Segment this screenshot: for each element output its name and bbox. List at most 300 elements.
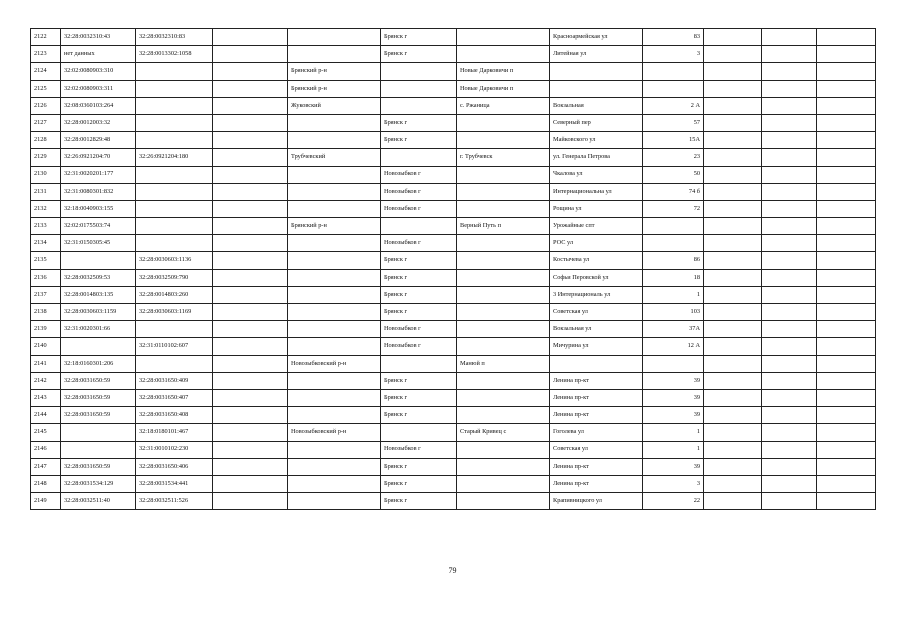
table-row bbox=[31, 458, 876, 475]
cell-house-number: 1 bbox=[643, 424, 704, 441]
cell-district bbox=[288, 321, 381, 338]
cell-house-number: 86 bbox=[643, 252, 704, 269]
cell-district: Жуковский bbox=[288, 97, 381, 114]
cell-col-extra bbox=[213, 321, 288, 338]
cell-street bbox=[550, 80, 643, 97]
cell-col-blank-c bbox=[817, 46, 876, 63]
table-row bbox=[31, 235, 876, 252]
cell-house-number: 23 bbox=[643, 149, 704, 166]
cell-street: Интернациональна ул bbox=[550, 183, 643, 200]
cell-house-number: 12 А bbox=[643, 338, 704, 355]
cell-col-blank-a bbox=[704, 424, 762, 441]
cell-district bbox=[288, 235, 381, 252]
cell-col-blank-c bbox=[817, 183, 876, 200]
cell-house-number: 39 bbox=[643, 458, 704, 475]
cell-row-number: 2140 bbox=[31, 338, 61, 355]
cell-house-number: 2 А bbox=[643, 97, 704, 114]
cell-col-extra bbox=[213, 372, 288, 389]
cell-col-blank-a bbox=[704, 286, 762, 303]
cell-cadastral-number-land bbox=[61, 424, 136, 441]
cell-col-blank-c bbox=[817, 441, 876, 458]
cell-col-extra bbox=[213, 252, 288, 269]
table-row bbox=[31, 424, 876, 441]
cell-col-blank-b bbox=[762, 355, 817, 372]
cell-cadastral-number-building: 32:28:0031650:406 bbox=[136, 458, 213, 475]
cell-col-extra bbox=[213, 424, 288, 441]
cell-cadastral-number-land: 32:18:0160301:206 bbox=[61, 355, 136, 372]
cell-street: Урожайные спт bbox=[550, 218, 643, 235]
cell-col-blank-c bbox=[817, 63, 876, 80]
cell-col-blank-a bbox=[704, 114, 762, 131]
cell-col-blank-a bbox=[704, 304, 762, 321]
cell-row-number: 2149 bbox=[31, 493, 61, 510]
cell-cadastral-number-land: 32:28:0012003:32 bbox=[61, 114, 136, 131]
cell-settlement: Новые Дарковичи п bbox=[457, 63, 550, 80]
cell-col-blank-c bbox=[817, 252, 876, 269]
cell-house-number: 1 bbox=[643, 286, 704, 303]
table-row bbox=[31, 269, 876, 286]
table-row bbox=[31, 407, 876, 424]
cell-settlement: г. Трубчевск bbox=[457, 149, 550, 166]
cell-col-extra bbox=[213, 286, 288, 303]
cell-district bbox=[288, 252, 381, 269]
cell-cadastral-number-land: 32:02:0080903:311 bbox=[61, 80, 136, 97]
cell-cadastral-number-building bbox=[136, 166, 213, 183]
cell-settlement bbox=[457, 304, 550, 321]
cell-col-blank-c bbox=[817, 218, 876, 235]
cell-col-blank-c bbox=[817, 149, 876, 166]
table-row bbox=[31, 80, 876, 97]
cell-row-number: 2135 bbox=[31, 252, 61, 269]
cell-cadastral-number-building: 32:28:0030603:1169 bbox=[136, 304, 213, 321]
cell-col-blank-b bbox=[762, 424, 817, 441]
cell-col-blank-c bbox=[817, 458, 876, 475]
cell-house-number bbox=[643, 355, 704, 372]
cell-settlement bbox=[457, 46, 550, 63]
cell-row-number: 2136 bbox=[31, 269, 61, 286]
table-row bbox=[31, 114, 876, 131]
cell-row-number: 2138 bbox=[31, 304, 61, 321]
cell-col-blank-a bbox=[704, 475, 762, 492]
cell-cadastral-number-building bbox=[136, 97, 213, 114]
cell-settlement bbox=[457, 132, 550, 149]
cell-col-blank-c bbox=[817, 166, 876, 183]
cell-row-number: 2147 bbox=[31, 458, 61, 475]
cell-col-blank-b bbox=[762, 338, 817, 355]
cell-col-blank-b bbox=[762, 63, 817, 80]
cell-col-extra bbox=[213, 235, 288, 252]
cell-settlement bbox=[457, 286, 550, 303]
cell-city: Брянск г bbox=[381, 475, 457, 492]
cell-house-number: 57 bbox=[643, 114, 704, 131]
table-row bbox=[31, 338, 876, 355]
cell-cadastral-number-building: 32:26:0921204:180 bbox=[136, 149, 213, 166]
cell-col-blank-a bbox=[704, 458, 762, 475]
cell-col-blank-a bbox=[704, 97, 762, 114]
cell-district bbox=[288, 166, 381, 183]
cell-col-blank-a bbox=[704, 407, 762, 424]
cell-col-blank-b bbox=[762, 286, 817, 303]
cell-city: Брянск г bbox=[381, 29, 457, 46]
cell-cadastral-number-land: 32:28:0031650:59 bbox=[61, 372, 136, 389]
cell-col-blank-b bbox=[762, 475, 817, 492]
cell-col-blank-b bbox=[762, 183, 817, 200]
cell-cadastral-number-land: 32:31:0150305:45 bbox=[61, 235, 136, 252]
table-row bbox=[31, 372, 876, 389]
cell-row-number: 2133 bbox=[31, 218, 61, 235]
cell-cadastral-number-land: 32:28:0031650:59 bbox=[61, 407, 136, 424]
cell-cadastral-number-building: 32:28:0031650:409 bbox=[136, 372, 213, 389]
cell-street: РОС ул bbox=[550, 235, 643, 252]
cell-city: Новозыбков г bbox=[381, 183, 457, 200]
cell-cadastral-number-building bbox=[136, 200, 213, 217]
cell-house-number bbox=[643, 235, 704, 252]
table-row bbox=[31, 441, 876, 458]
cell-cadastral-number-land: 32:28:0012829:48 bbox=[61, 132, 136, 149]
cell-city: Новозыбков г bbox=[381, 200, 457, 217]
cell-settlement bbox=[457, 338, 550, 355]
cell-col-blank-c bbox=[817, 29, 876, 46]
cell-settlement: Старый Кривец с bbox=[457, 424, 550, 441]
cell-street: Чкалова ул bbox=[550, 166, 643, 183]
table-row bbox=[31, 252, 876, 269]
cell-street: Майковского ул bbox=[550, 132, 643, 149]
cell-cadastral-number-building bbox=[136, 63, 213, 80]
cell-settlement bbox=[457, 183, 550, 200]
cell-house-number bbox=[643, 218, 704, 235]
cell-row-number: 2132 bbox=[31, 200, 61, 217]
cell-col-blank-c bbox=[817, 338, 876, 355]
cell-street: Ленина пр-кт bbox=[550, 389, 643, 406]
cell-city: Брянск г bbox=[381, 132, 457, 149]
cell-cadastral-number-building: 32:31:0010102:230 bbox=[136, 441, 213, 458]
cell-col-blank-c bbox=[817, 372, 876, 389]
cell-settlement bbox=[457, 493, 550, 510]
cell-city bbox=[381, 218, 457, 235]
cell-col-extra bbox=[213, 441, 288, 458]
cell-settlement bbox=[457, 407, 550, 424]
cell-col-blank-a bbox=[704, 441, 762, 458]
cell-cadastral-number-land: 32:28:0014803:135 bbox=[61, 286, 136, 303]
cell-settlement bbox=[457, 235, 550, 252]
cell-city: Брянск г bbox=[381, 252, 457, 269]
table-row bbox=[31, 475, 876, 492]
cell-row-number: 2131 bbox=[31, 183, 61, 200]
cell-settlement bbox=[457, 114, 550, 131]
cell-col-blank-a bbox=[704, 252, 762, 269]
table-row bbox=[31, 218, 876, 235]
cell-row-number: 2122 bbox=[31, 29, 61, 46]
cell-row-number: 2134 bbox=[31, 235, 61, 252]
cell-col-blank-c bbox=[817, 355, 876, 372]
cell-col-blank-c bbox=[817, 389, 876, 406]
cell-house-number: 1 bbox=[643, 441, 704, 458]
cell-street: Ленина пр-кт bbox=[550, 458, 643, 475]
cell-street: Ленина пр-кт bbox=[550, 372, 643, 389]
cell-col-extra bbox=[213, 458, 288, 475]
cell-district: Брянский р-н bbox=[288, 80, 381, 97]
cell-house-number: 39 bbox=[643, 389, 704, 406]
cell-row-number: 2125 bbox=[31, 80, 61, 97]
cell-col-blank-a bbox=[704, 29, 762, 46]
cell-col-extra bbox=[213, 407, 288, 424]
cell-district bbox=[288, 372, 381, 389]
table-row bbox=[31, 63, 876, 80]
cell-cadastral-number-building bbox=[136, 183, 213, 200]
cell-cadastral-number-building: 32:28:0032310:83 bbox=[136, 29, 213, 46]
cell-col-blank-a bbox=[704, 63, 762, 80]
cell-house-number: 74 б bbox=[643, 183, 704, 200]
cell-col-extra bbox=[213, 97, 288, 114]
cell-row-number: 2146 bbox=[31, 441, 61, 458]
cell-cadastral-number-land: 32:28:0032310:43 bbox=[61, 29, 136, 46]
table-row bbox=[31, 149, 876, 166]
cell-district bbox=[288, 338, 381, 355]
cell-col-extra bbox=[213, 29, 288, 46]
cell-col-extra bbox=[213, 149, 288, 166]
cell-settlement: Новые Дарковичи п bbox=[457, 80, 550, 97]
cell-row-number: 2141 bbox=[31, 355, 61, 372]
cell-col-blank-c bbox=[817, 493, 876, 510]
cell-city: Брянск г bbox=[381, 458, 457, 475]
cell-col-blank-a bbox=[704, 183, 762, 200]
cell-settlement: с. Ржаница bbox=[457, 97, 550, 114]
cell-col-blank-a bbox=[704, 372, 762, 389]
cell-cadastral-number-building bbox=[136, 132, 213, 149]
cell-district bbox=[288, 29, 381, 46]
cell-settlement bbox=[457, 372, 550, 389]
cell-cadastral-number-land: 32:18:0040903:155 bbox=[61, 200, 136, 217]
cell-settlement bbox=[457, 200, 550, 217]
cell-settlement bbox=[457, 252, 550, 269]
cell-col-blank-b bbox=[762, 97, 817, 114]
cell-city bbox=[381, 97, 457, 114]
cell-cadastral-number-land: 32:28:0031650:59 bbox=[61, 458, 136, 475]
cell-row-number: 2128 bbox=[31, 132, 61, 149]
cell-street: Литейная ул bbox=[550, 46, 643, 63]
cell-house-number: 3 bbox=[643, 475, 704, 492]
cell-cadastral-number-building: 32:31:0110102:607 bbox=[136, 338, 213, 355]
cell-cadastral-number-land: 32:31:0080301:832 bbox=[61, 183, 136, 200]
cell-city: Брянск г bbox=[381, 493, 457, 510]
cell-city bbox=[381, 149, 457, 166]
cell-cadastral-number-building: 32:28:0031650:407 bbox=[136, 389, 213, 406]
cell-row-number: 2124 bbox=[31, 63, 61, 80]
cell-row-number: 2123 bbox=[31, 46, 61, 63]
cell-col-extra bbox=[213, 46, 288, 63]
cell-col-blank-a bbox=[704, 80, 762, 97]
cell-city: Брянск г bbox=[381, 269, 457, 286]
cell-col-blank-b bbox=[762, 29, 817, 46]
cell-house-number: 103 bbox=[643, 304, 704, 321]
cell-col-blank-b bbox=[762, 389, 817, 406]
cell-city: Новозыбков г bbox=[381, 321, 457, 338]
cell-district bbox=[288, 441, 381, 458]
cell-settlement bbox=[457, 441, 550, 458]
table-row bbox=[31, 166, 876, 183]
cell-col-extra bbox=[213, 114, 288, 131]
cell-city: Брянск г bbox=[381, 372, 457, 389]
cell-cadastral-number-building: 32:28:0032511:526 bbox=[136, 493, 213, 510]
cell-col-blank-a bbox=[704, 46, 762, 63]
cell-col-blank-a bbox=[704, 355, 762, 372]
cell-col-blank-a bbox=[704, 132, 762, 149]
cell-col-blank-a bbox=[704, 166, 762, 183]
cell-col-extra bbox=[213, 63, 288, 80]
cell-house-number: 3 bbox=[643, 46, 704, 63]
cell-cadastral-number-building bbox=[136, 321, 213, 338]
cell-settlement bbox=[457, 458, 550, 475]
cell-col-blank-b bbox=[762, 166, 817, 183]
cell-settlement bbox=[457, 29, 550, 46]
cell-cadastral-number-land: 32:08:0360103:264 bbox=[61, 97, 136, 114]
cell-city: Новозыбков г bbox=[381, 235, 457, 252]
cell-district bbox=[288, 286, 381, 303]
cell-col-blank-c bbox=[817, 132, 876, 149]
cell-district bbox=[288, 269, 381, 286]
cell-col-blank-a bbox=[704, 321, 762, 338]
cell-settlement: Манюй п bbox=[457, 355, 550, 372]
cell-col-blank-a bbox=[704, 493, 762, 510]
table-row bbox=[31, 286, 876, 303]
cell-col-blank-a bbox=[704, 149, 762, 166]
cell-street: Вокзальная ул bbox=[550, 321, 643, 338]
cell-col-blank-b bbox=[762, 269, 817, 286]
cell-col-blank-c bbox=[817, 97, 876, 114]
cell-row-number: 2129 bbox=[31, 149, 61, 166]
cell-row-number: 2137 bbox=[31, 286, 61, 303]
cell-col-blank-c bbox=[817, 304, 876, 321]
cell-cadastral-number-building bbox=[136, 80, 213, 97]
cell-cadastral-number-land: 32:28:0032509:53 bbox=[61, 269, 136, 286]
cell-col-blank-a bbox=[704, 218, 762, 235]
table-row bbox=[31, 132, 876, 149]
cell-city: Брянск г bbox=[381, 286, 457, 303]
cell-col-blank-c bbox=[817, 235, 876, 252]
cell-city: Брянск г bbox=[381, 46, 457, 63]
cell-col-blank-b bbox=[762, 321, 817, 338]
cell-street: Софьи Перовской ул bbox=[550, 269, 643, 286]
cell-col-extra bbox=[213, 218, 288, 235]
cell-col-blank-b bbox=[762, 372, 817, 389]
cell-settlement bbox=[457, 166, 550, 183]
table-row bbox=[31, 29, 876, 46]
cell-district: Трубчевский bbox=[288, 149, 381, 166]
cell-cadastral-number-building: 32:28:0014803:260 bbox=[136, 286, 213, 303]
cell-settlement: Верный Путь п bbox=[457, 218, 550, 235]
cell-district bbox=[288, 389, 381, 406]
page-number: 79 bbox=[448, 566, 457, 575]
cell-house-number: 39 bbox=[643, 407, 704, 424]
cell-street: Крапивницкого ул bbox=[550, 493, 643, 510]
cell-street: Советская ул bbox=[550, 441, 643, 458]
cell-col-extra bbox=[213, 475, 288, 492]
cell-cadastral-number-land: 32:02:0080903:310 bbox=[61, 63, 136, 80]
cell-street: Ленина пр-кт bbox=[550, 407, 643, 424]
cell-col-blank-b bbox=[762, 493, 817, 510]
cell-settlement bbox=[457, 321, 550, 338]
cell-col-extra bbox=[213, 493, 288, 510]
cell-district: Брянский р-н bbox=[288, 218, 381, 235]
cell-col-blank-c bbox=[817, 407, 876, 424]
cell-cadastral-number-building bbox=[136, 218, 213, 235]
cell-street: Рощина ул bbox=[550, 200, 643, 217]
cell-row-number: 2139 bbox=[31, 321, 61, 338]
cell-cadastral-number-building bbox=[136, 235, 213, 252]
cell-house-number: 37А bbox=[643, 321, 704, 338]
cell-col-blank-a bbox=[704, 389, 762, 406]
cell-district: Новозыбковский р-н bbox=[288, 424, 381, 441]
cell-row-number: 2126 bbox=[31, 97, 61, 114]
cell-col-blank-a bbox=[704, 338, 762, 355]
cell-city: Брянск г bbox=[381, 389, 457, 406]
cell-cadastral-number-building: 32:28:0032509:790 bbox=[136, 269, 213, 286]
cell-house-number: 15А bbox=[643, 132, 704, 149]
cell-col-blank-c bbox=[817, 424, 876, 441]
cell-city: Брянск г bbox=[381, 114, 457, 131]
cell-street: Советская ул bbox=[550, 304, 643, 321]
cell-street: Вокзальная bbox=[550, 97, 643, 114]
table-row bbox=[31, 46, 876, 63]
cell-col-extra bbox=[213, 200, 288, 217]
cell-col-blank-a bbox=[704, 269, 762, 286]
cell-house-number: 50 bbox=[643, 166, 704, 183]
cell-cadastral-number-land: нет данных bbox=[61, 46, 136, 63]
cell-house-number: 39 bbox=[643, 372, 704, 389]
cell-district bbox=[288, 458, 381, 475]
cell-col-blank-c bbox=[817, 80, 876, 97]
cell-city bbox=[381, 355, 457, 372]
cell-city bbox=[381, 424, 457, 441]
cell-col-blank-c bbox=[817, 475, 876, 492]
cell-district bbox=[288, 183, 381, 200]
cell-district bbox=[288, 114, 381, 131]
property-register-table bbox=[30, 28, 876, 510]
cell-house-number: 18 bbox=[643, 269, 704, 286]
cell-col-extra bbox=[213, 389, 288, 406]
cell-col-blank-b bbox=[762, 458, 817, 475]
cell-col-blank-b bbox=[762, 218, 817, 235]
cell-cadastral-number-building: 32:28:0030603:1136 bbox=[136, 252, 213, 269]
cell-house-number: 83 bbox=[643, 29, 704, 46]
table-row bbox=[31, 200, 876, 217]
cell-col-blank-b bbox=[762, 46, 817, 63]
cell-settlement bbox=[457, 389, 550, 406]
cell-cadastral-number-land: 32:28:0031534:129 bbox=[61, 475, 136, 492]
cell-row-number: 2145 bbox=[31, 424, 61, 441]
cell-cadastral-number-building bbox=[136, 355, 213, 372]
cell-house-number: 22 bbox=[643, 493, 704, 510]
cell-col-extra bbox=[213, 183, 288, 200]
table-row bbox=[31, 493, 876, 510]
cell-col-blank-b bbox=[762, 114, 817, 131]
cell-cadastral-number-land: 32:28:0030603:1159 bbox=[61, 304, 136, 321]
cell-cadastral-number-land bbox=[61, 441, 136, 458]
cell-district bbox=[288, 132, 381, 149]
cell-cadastral-number-land bbox=[61, 338, 136, 355]
cell-cadastral-number-building: 32:28:0031650:408 bbox=[136, 407, 213, 424]
cell-cadastral-number-land: 32:28:0031650:59 bbox=[61, 389, 136, 406]
cell-street: Красноармейская ул bbox=[550, 29, 643, 46]
cell-col-blank-b bbox=[762, 149, 817, 166]
cell-col-extra bbox=[213, 269, 288, 286]
cell-row-number: 2127 bbox=[31, 114, 61, 131]
cell-district bbox=[288, 46, 381, 63]
cell-city: Брянск г bbox=[381, 407, 457, 424]
cell-street bbox=[550, 355, 643, 372]
cell-row-number: 2144 bbox=[31, 407, 61, 424]
cell-city: Новозыбков г bbox=[381, 166, 457, 183]
